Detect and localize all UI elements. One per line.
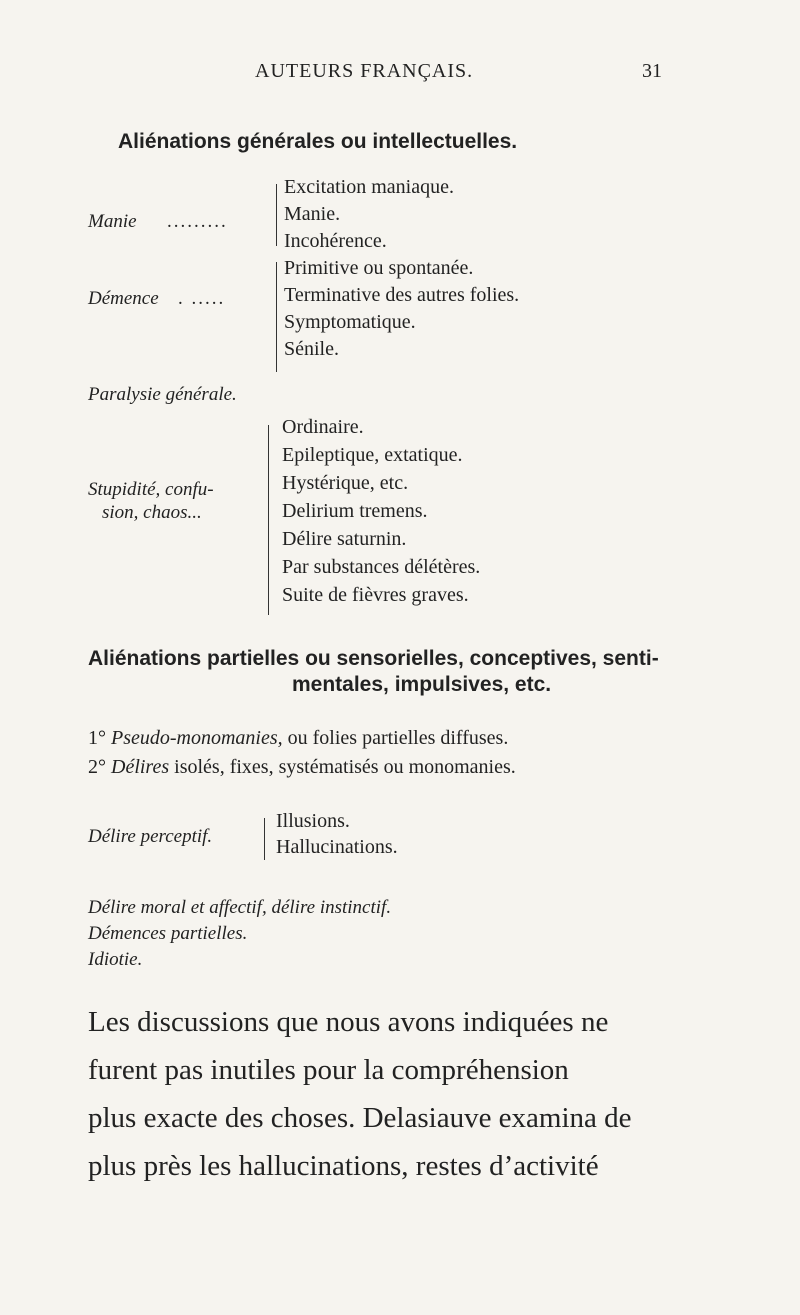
line-moral: Délire moral et affectif, délire instinctif. [88,897,392,918]
stupidite-item: Epileptique, extatique. [282,444,463,466]
section-title-partial: Aliénations partielles ou sensorielles, conceptives, senti- [88,647,659,670]
stupidite-item: Delirium tremens. [282,500,428,522]
item-term: Délires [111,756,170,778]
demence-item: Symptomatique. [284,311,416,333]
page-number: 31 [642,60,662,82]
paragraph-line: plus près les hallucinations, restes d’activité [88,1150,599,1182]
manie-label: Manie [88,211,137,232]
paralysie-label: Paralysie générale. [88,384,237,405]
item-number: 1° [88,727,106,749]
section-title-general: Aliénations générales ou intellectuelles. [118,130,518,153]
item-number: 2° [88,756,106,778]
stupidite-item: Ordinaire. [282,416,364,438]
stupidite-item: Hystérique, etc. [282,472,409,494]
paragraph-line: Les discussions que nous avons indiquées ne [88,1006,609,1038]
item-text: isolés, fixes, systématisés ou monomanies. [174,756,516,778]
stupidite-item: Délire saturnin. [282,528,407,550]
leader-dots: . ..... [178,288,226,309]
perceptif-item: Illusions. [276,810,350,832]
list-item [88,756,516,779]
demence-item: Primitive ou spontanée. [284,257,474,279]
demence-item: Terminative des autres folies. [284,284,520,306]
paragraph-line: plus exacte des choses. Delasiauve examina de [88,1102,632,1134]
item-term: Pseudo-monomanies, [111,727,283,749]
brace [276,262,277,372]
paragraph-line: furent pas inutiles pour la compréhension [88,1054,569,1086]
demence-label: Démence [88,288,159,309]
manie-item: Manie. [284,203,341,225]
brace [264,818,265,860]
perceptif-item: Hallucinations. [276,836,398,858]
stupidite-label: Stupidité, confu- [88,479,214,500]
manie-item: Incohérence. [284,230,387,252]
section-title-partial-cont: mentales, impulsives, etc. [292,673,552,696]
brace [268,425,269,615]
leader-dots: ......... [167,211,228,232]
perceptif-label: Délire perceptif. [88,826,213,847]
line-demences: Démences partielles. [88,923,248,944]
list-item [88,727,508,750]
demence-item: Sénile. [284,338,339,360]
brace [276,184,277,246]
stupidite-item: Suite de fièvres graves. [282,584,469,606]
item-text: ou folies partielles diffuses. [287,727,509,749]
manie-item: Excitation maniaque. [284,176,454,198]
stupidite-label-cont: sion, chaos... [102,502,202,523]
stupidite-item: Par substances délétères. [282,556,481,578]
line-idiotie: Idiotie. [88,949,143,970]
running-head: AUTEURS FRANÇAIS. [255,60,474,82]
